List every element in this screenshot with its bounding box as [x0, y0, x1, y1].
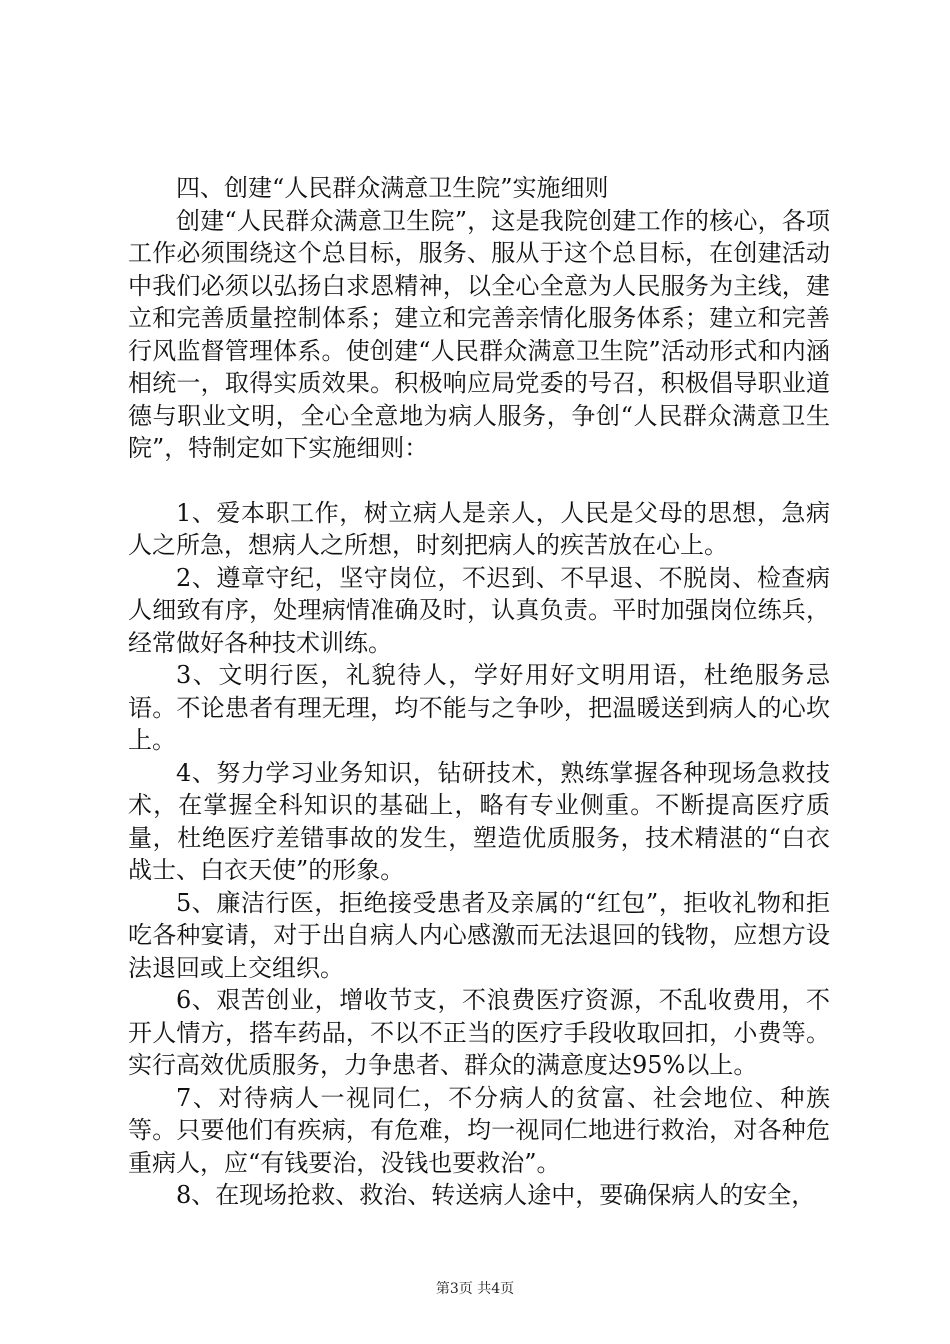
- rule-item-7: 7、对待病人一视同仁，不分病人的贫富、社会地位、种族等。只要他们有疾病，有危难，均一视同仁地进行救治，对各种危重病人，应“有钱要治，没钱也要救治”。: [128, 1083, 830, 1177]
- rule-item-2: 2、遵章守纪，坚守岗位，不迟到、不早退、不脱岗、检查病人细致有序，处理病情准确及时，认真负责。平时加强岗位练兵，经常做好各种技术训练。: [128, 563, 830, 657]
- rule-item-8: 8、在现场抢救、救治、转送病人途中，要确保病人的安全，: [176, 1181, 816, 1209]
- rule-item-1: 1、爱本职工作，树立病人是亲人，人民是父母的思想，急病人之所急，想病人之所想，时刻把病人的疾苦放在心上。: [128, 498, 830, 559]
- paragraph-gap: [128, 465, 830, 497]
- rule-item-4: 4、努力学习业务知识，钻研技术，熟练掌握各种现场急救技术，在掌握全科知识的基础上，略有专业侧重。不断提高医疗质量，杜绝医疗差错事故的发生，塑造优质服务，技术精湛的“白衣战士、白衣天使”的形象。: [128, 758, 830, 884]
- section-heading: 四、创建“人民群众满意卫生院”实施细则: [176, 174, 609, 202]
- document-body: [128, 172, 830, 1212]
- page-footer: 第3页 共4页: [435, 1281, 515, 1297]
- intro-paragraph: 创建“人民群众满意卫生院”，这是我院创建工作的核心，各项工作必须围绕这个总目标，服务、服从于这个总目标，在创建活动中我们必须以弘扬白求恩精神，以全心全意为人民服务为主线，建立和完善质量控制体系；建立和完善亲情化服务体系；建立和完善行风监督管理体系。使创建“人民群众满意卫生院”活动形式和内涵相统一，取得实质效果。积极响应局党委的号召，积极倡导职业道德与职业文明，全心全意地为病人服务，争创“人民群众满意卫生院”，特制定如下实施细则：: [128, 206, 830, 462]
- rule-item-6: 6、艰苦创业，增收节支，不浪费医疗资源，不乱收费用，不开人情方，搭车药品，不以不正当的医疗手段收取回扣，小费等。实行高效优质服务，力争患者、群众的满意度达95%以上。: [128, 986, 830, 1079]
- rule-item-5: 5、廉洁行医，拒绝接受患者及亲属的“红包”，拒收礼物和拒吃各种宴请，对于出自病人内心感激而无法退回的钱物，应想方设法退回或上交组织。: [128, 888, 830, 982]
- rule-item-3: 3、文明行医，礼貌待人，学好用好文明用语，杜绝服务忌语。不论患者有理无理，均不能与之争吵，把温暖送到病人的心坎上。: [128, 661, 830, 754]
